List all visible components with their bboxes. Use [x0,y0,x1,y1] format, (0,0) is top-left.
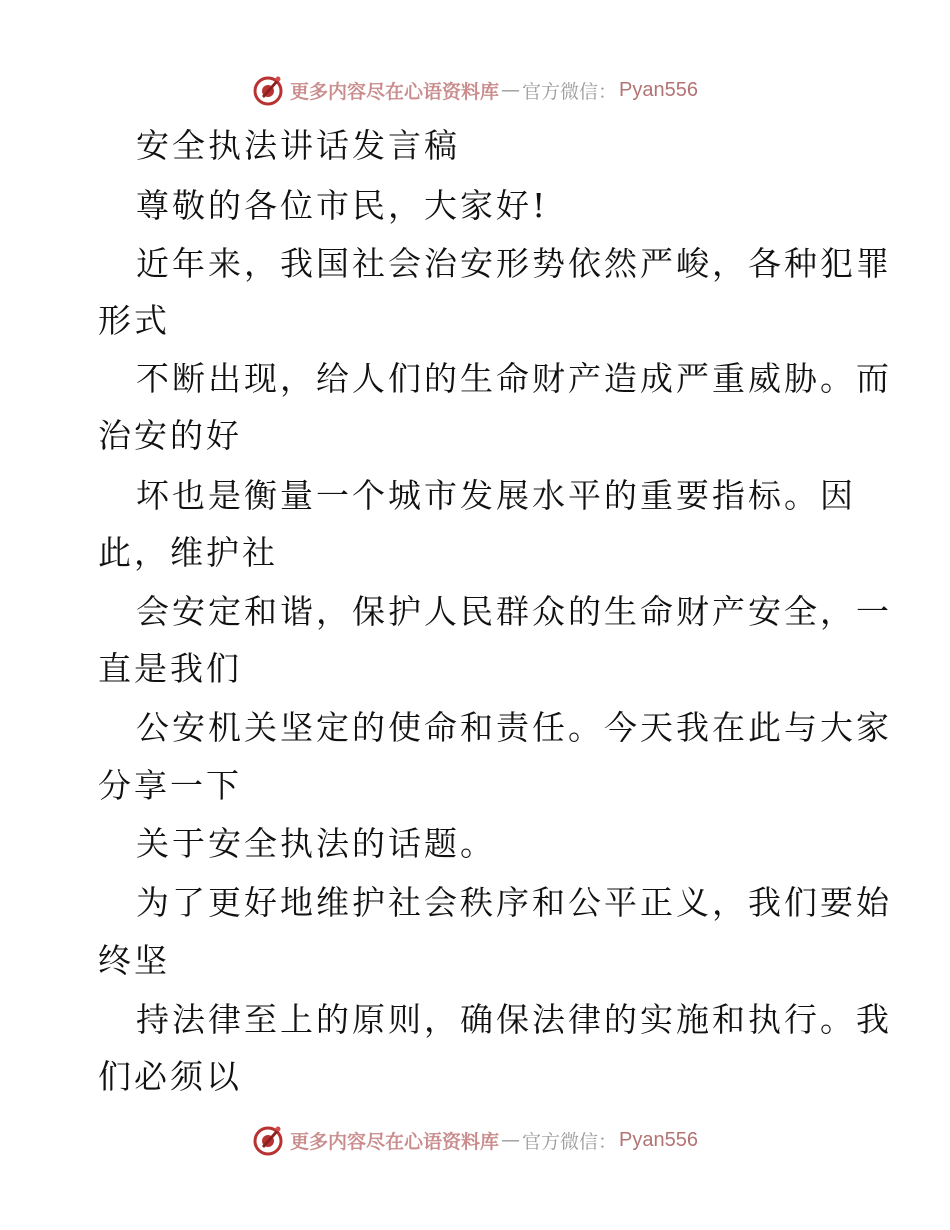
text-line: 坏也是衡量一个城市发展水平的重要指标。因 [136,476,856,515]
header-banner [0,70,950,110]
banner-label: 官方微信： [522,1130,618,1153]
text-line: 不断出现，给人们的生命财产造成严重威胁。而 [136,359,892,398]
text-line: 们必须以 [98,1057,242,1096]
footer-banner [0,1120,950,1160]
banner-dash: — [501,1129,521,1151]
text-line: 分享一下 [98,766,242,805]
banner-wechat-id: Pyan556 [619,78,698,101]
text-line: 关于安全执法的话题。 [136,824,496,863]
text-line: 会安定和谐，保护人民群众的生命财产安全，一 [136,592,892,631]
banner-dash: — [501,79,521,101]
banner-text: 更多内容尽在心语资料库 [290,1130,500,1153]
logo-icon [252,74,284,106]
text-line: 尊敬的各位市民，大家好! [136,186,549,225]
logo-icon [252,1124,284,1156]
text-line: 此，维护社 [98,533,278,572]
text-line: 持法律至上的原则，确保法律的实施和执行。我 [136,1000,892,1039]
banner-text: 更多内容尽在心语资料库 [290,80,500,103]
text-line: 公安机关坚定的使命和责任。今天我在此与大家 [136,708,892,747]
text-line: 终坚 [98,941,170,980]
banner-label: 官方微信： [522,80,618,103]
text-line: 近年来，我国社会治安形势依然严峻，各种犯罪 [136,244,892,283]
text-line: 为了更好地维护社会秩序和公平正义，我们要始 [136,883,892,922]
document-title: 安全执法讲话发言稿 [136,126,460,165]
text-line: 治安的好 [98,416,242,455]
text-line: 形式 [98,301,170,340]
text-line: 直是我们 [98,649,242,688]
banner-wechat-id: Pyan556 [619,1128,698,1151]
